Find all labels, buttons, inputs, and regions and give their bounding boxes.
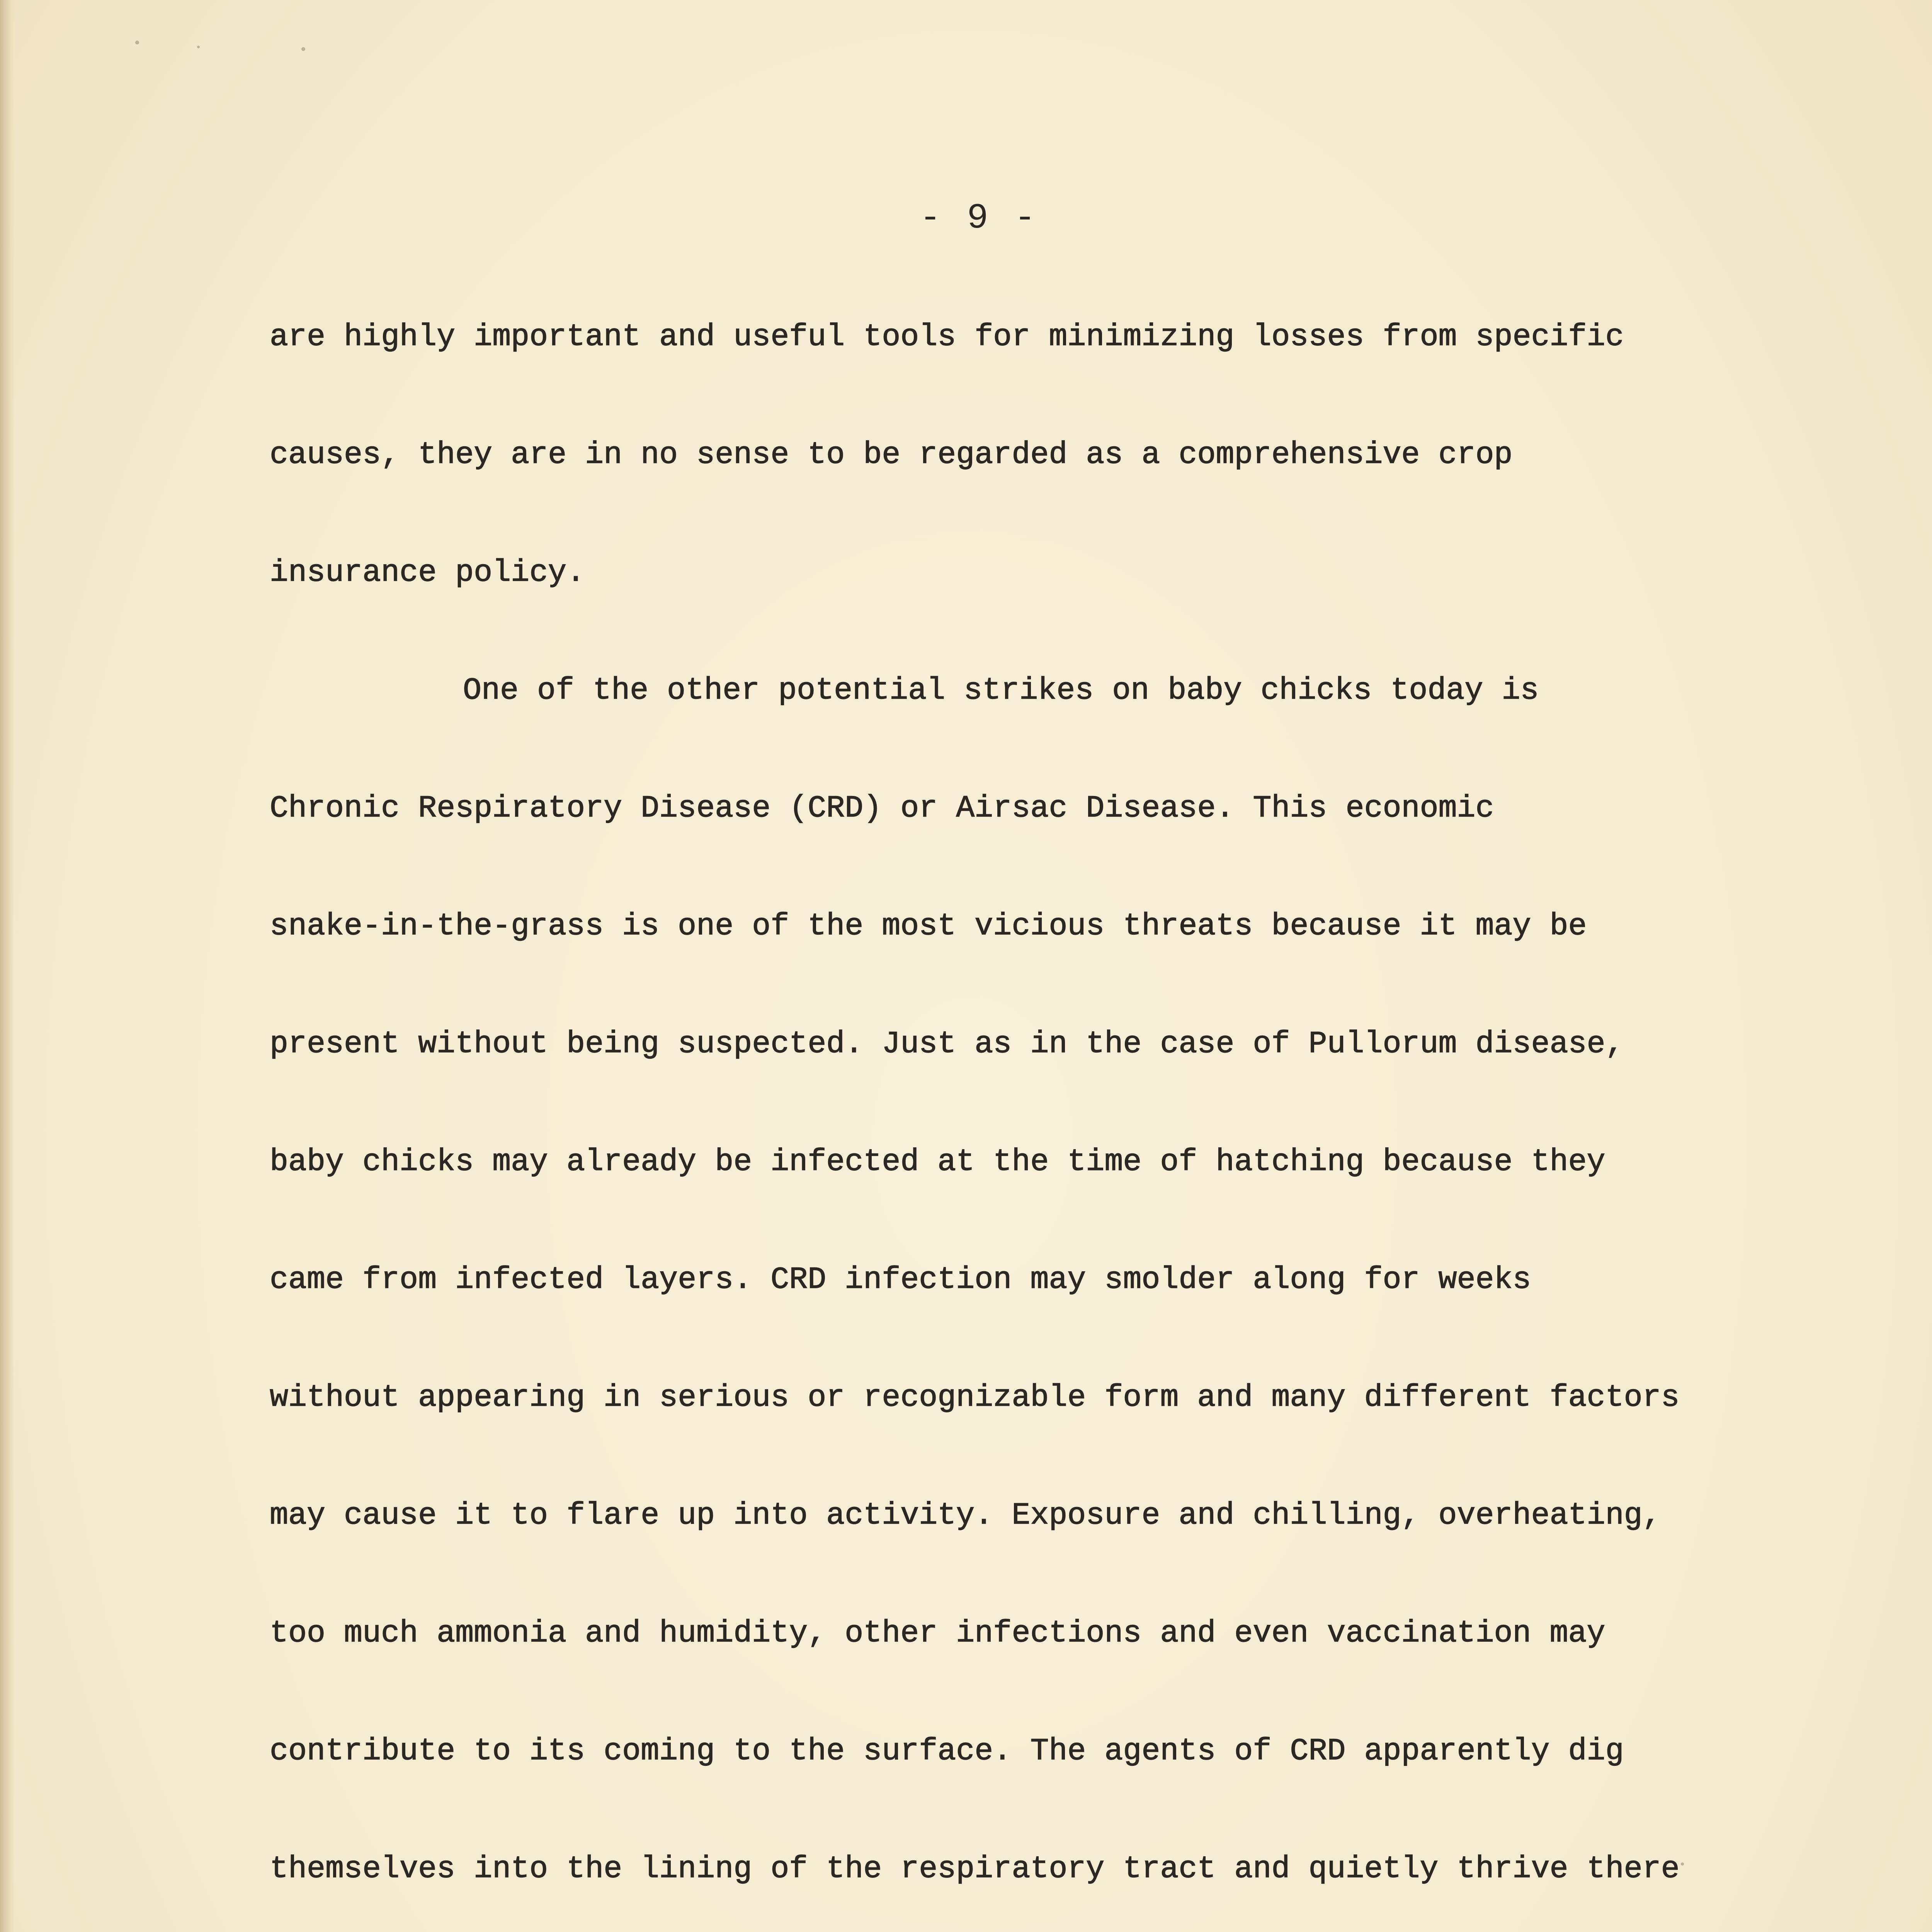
paper-speck xyxy=(197,46,200,48)
text-line: are highly important and useful tools for minimizing losses from specific xyxy=(270,320,1624,355)
paper-speck xyxy=(135,41,139,44)
paper-speck xyxy=(301,47,305,51)
text-line-indented: One of the other potential strikes on baby chicks today is xyxy=(463,673,1539,708)
text-line: insurance policy. xyxy=(270,555,585,590)
text-line: causes, they are in no sense to be regarded as a comprehensive crop xyxy=(270,437,1513,473)
text-line: came from infected layers. CRD infection may smolder along for weeks xyxy=(270,1262,1531,1298)
text-line: may cause it to flare up into activity. Exposure and chilling, overheating, xyxy=(270,1498,1661,1533)
text-line: baby chicks may already be infected at the time of hatching because they xyxy=(270,1145,1605,1180)
text-line: present without being suspected. Just as in the case of Pullorum disease, xyxy=(270,1027,1624,1062)
text-line: themselves into the lining of the respiratory tract and quietly thrive there xyxy=(270,1852,1680,1887)
paper-speck xyxy=(1681,1862,1684,1866)
text-line: contribute to its coming to the surface. The agents of CRD apparently dig xyxy=(270,1734,1624,1769)
text-line: too much ammonia and humidity, other infections and even vaccination may xyxy=(270,1616,1605,1651)
page-number: - 9 - xyxy=(920,198,1038,238)
paper-edge-shadow xyxy=(0,0,15,1932)
text-line: snake-in-the-grass is one of the most vicious threats because it may be xyxy=(270,909,1587,944)
text-line: Chronic Respiratory Disease (CRD) or Airsac Disease. This economic xyxy=(270,791,1494,826)
text-line: without appearing in serious or recognizable form and many different factors xyxy=(270,1380,1680,1415)
